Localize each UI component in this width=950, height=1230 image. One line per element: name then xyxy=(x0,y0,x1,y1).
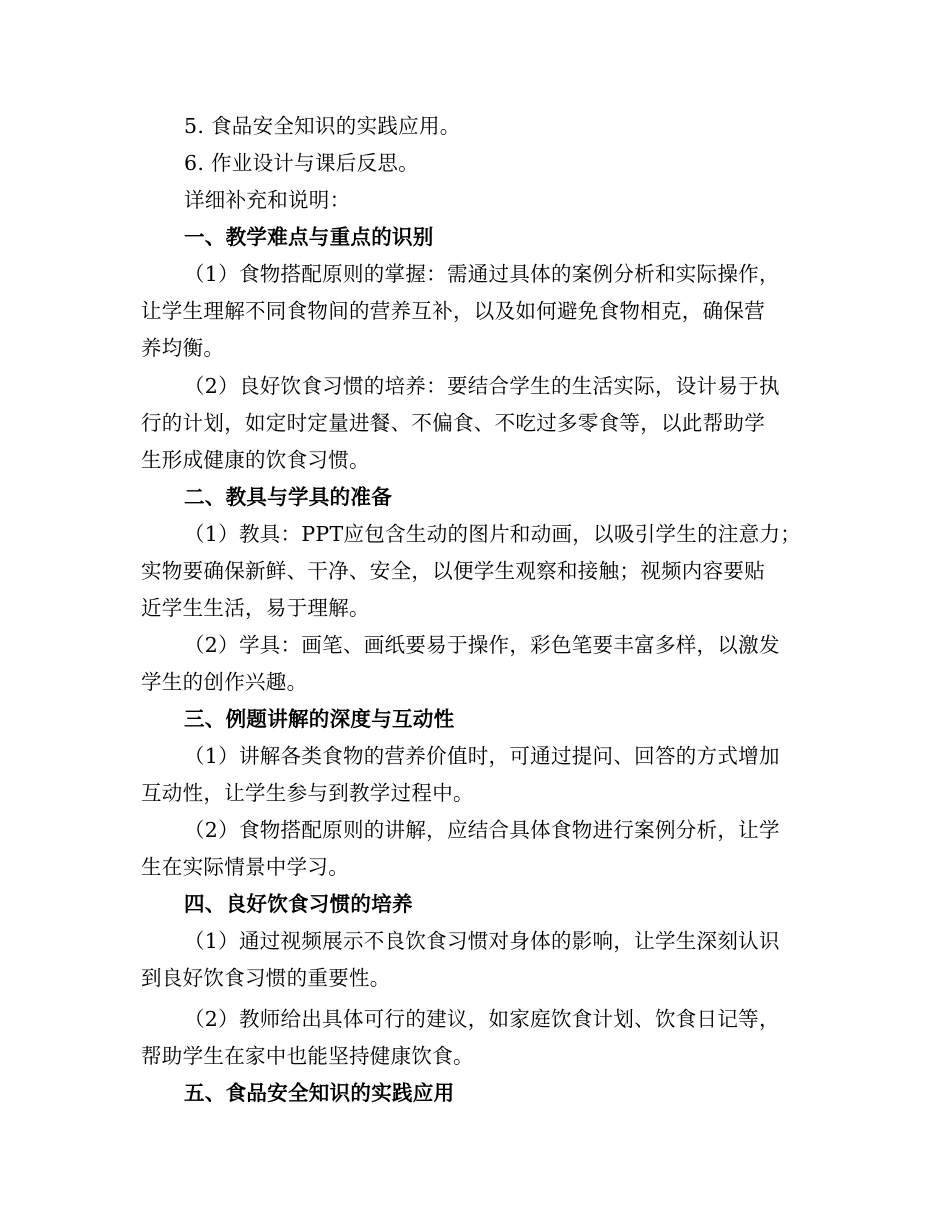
section-heading: 三、例题讲解的深度与互动性 xyxy=(184,707,455,731)
paragraph-line: 近学生生活，易于理解。 xyxy=(141,596,370,620)
paragraph-line: 到良好饮食习惯的重要性。 xyxy=(141,966,391,990)
paragraph-line: （1）食物搭配原则的掌握：需通过具体的案例分析和实际操作， xyxy=(184,262,780,286)
paragraph-line: （2）食物搭配原则的讲解，应结合具体食物进行案例分析，让学 xyxy=(184,818,780,842)
paragraph-line: （2）良好饮食习惯的培养：要结合学生的生活实际，设计易于执 xyxy=(184,374,780,398)
paragraph-line: （2）教师给出具体可行的建议，如家庭饮食计划、饮食日记等， xyxy=(184,1007,780,1031)
paragraph-line: 生在实际情景中学习。 xyxy=(141,855,349,879)
paragraph-line: （2）学具：画笔、画纸要易于操作，彩色笔要丰富多样，以激发 xyxy=(184,633,780,657)
paragraph-line: 帮助学生在家中也能坚持健康饮食。 xyxy=(141,1044,474,1068)
section-heading: 四、良好饮食习惯的培养 xyxy=(184,892,413,916)
paragraph-line: 行的计划，如定时定量进餐、不偏食、不吃过多零食等，以此帮助学 xyxy=(141,411,765,435)
paragraph-line: （1）讲解各类食物的营养价值时，可通过提问、回答的方式增加 xyxy=(184,744,780,768)
section-intro: 详细补充和说明： xyxy=(184,188,351,212)
section-heading: 一、教学难点与重点的识别 xyxy=(184,225,434,249)
paragraph-line: （1）通过视频展示不良饮食习惯对身体的影响，让学生深刻认识 xyxy=(184,929,780,953)
paragraph-line: 互动性，让学生参与到教学过程中。 xyxy=(141,781,474,805)
section-heading: 二、教具与学具的准备 xyxy=(184,485,392,509)
paragraph-line: （1）教具：PPT应包含生动的图片和动画，以吸引学生的注意力； xyxy=(184,522,802,546)
paragraph-line: 生形成健康的饮食习惯。 xyxy=(141,448,370,472)
paragraph-line: 实物要确保新鲜、干净、安全，以便学生观察和接触；视频内容要贴 xyxy=(141,559,765,583)
list-item: 5. 食品安全知识的实践应用。 xyxy=(184,114,461,138)
paragraph-line: 让学生理解不同食物间的营养互补，以及如何避免食物相克，确保营 xyxy=(141,299,765,323)
list-item: 6. 作业设计与课后反思。 xyxy=(184,151,419,175)
paragraph-line: 学生的创作兴趣。 xyxy=(141,670,308,694)
section-heading: 五、食品安全知识的实践应用 xyxy=(184,1081,455,1105)
paragraph-line: 养均衡。 xyxy=(141,336,225,360)
